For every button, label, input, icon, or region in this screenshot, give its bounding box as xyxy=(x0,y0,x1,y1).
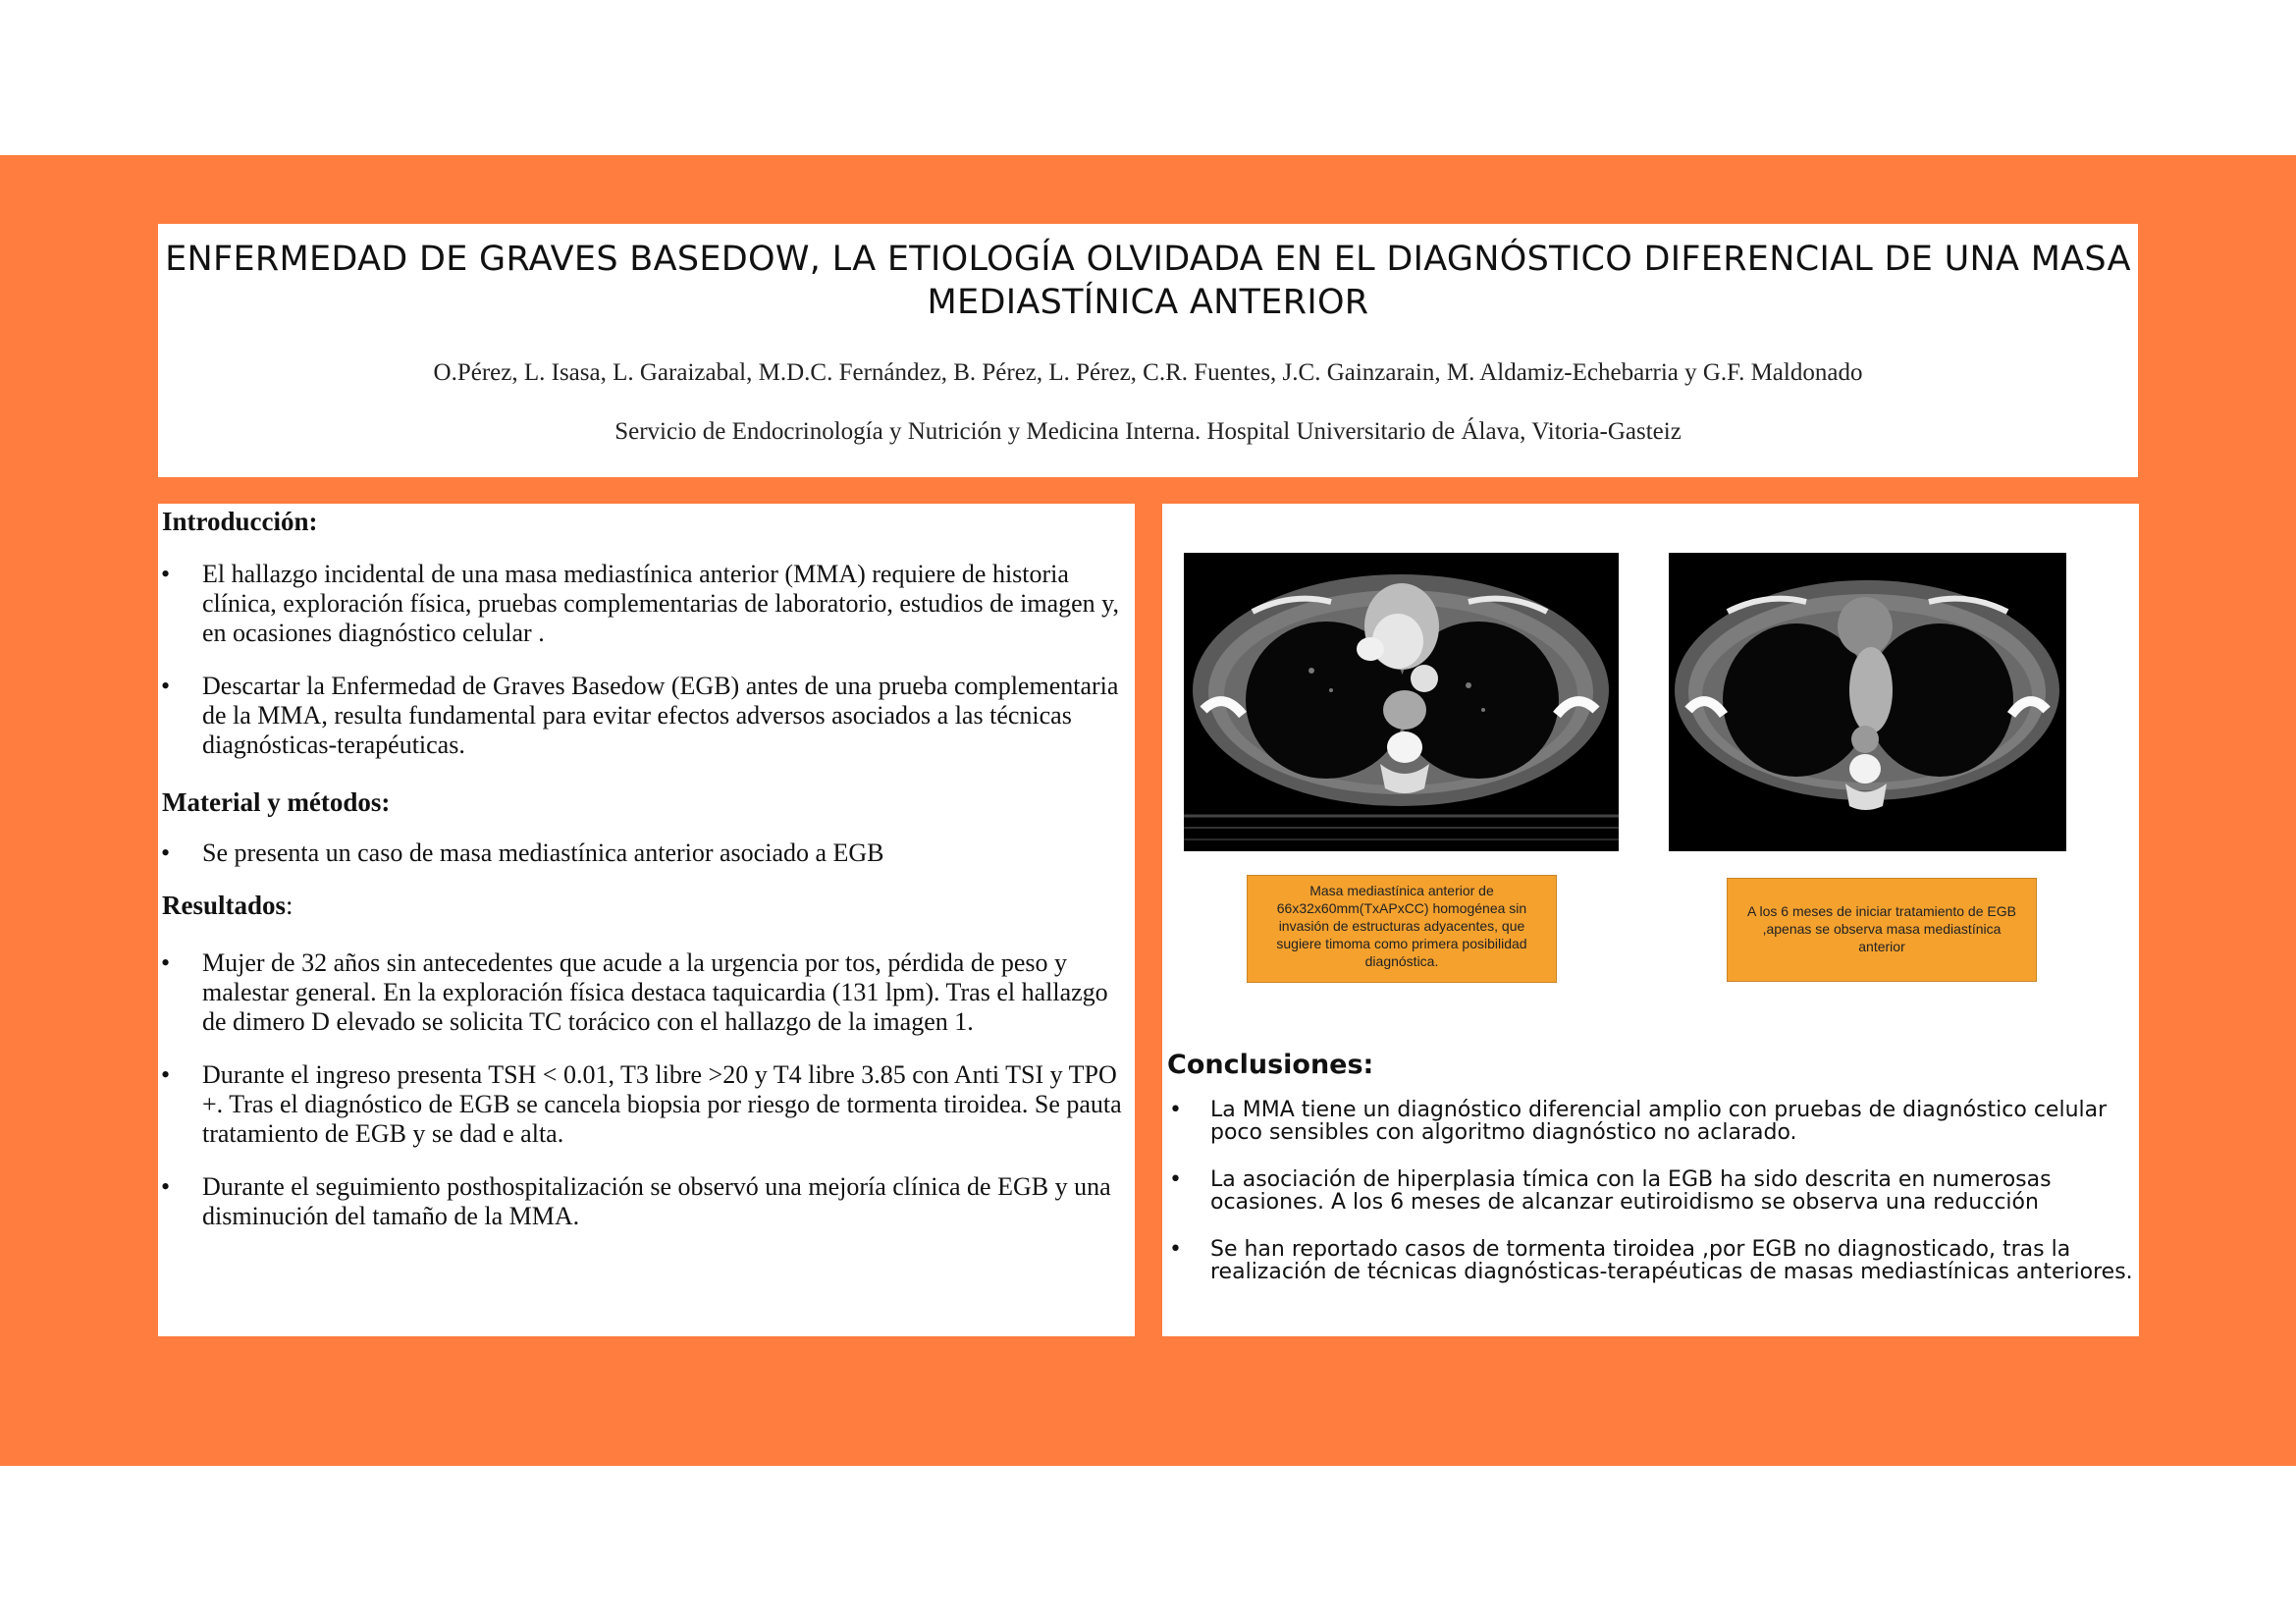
list-item-text: Se han reportado casos de tormenta tiroidea ,por EGB no diagnosticado, tras la realización de técnicas diagnósticas-terapéuticas de masas mediastínicas anteriores. xyxy=(1210,1237,2133,1284)
bullet-marker: • xyxy=(161,839,171,867)
list-item-text: Durante el ingreso presenta TSH < 0.01, T3 libre >20 y T4 libre 3.85 con Anti TSI y TPO +. Tras el diagnóstico de EGB se cancela biopsia por riesgo de tormenta tiroidea. Se pauta tratamiento de EGB y se dad e alta. xyxy=(202,1060,1122,1148)
authors-line: O.Pérez, L. Isasa, L. Garaizabal, M.D.C. Fernández, B. Pérez, L. Pérez, C.R. Fuentes, J.C. Gainzarain, M. Aldamiz-Echebarria y G.F. Maldonado xyxy=(433,359,1863,386)
introduccion-list xyxy=(158,560,1130,760)
list-item-text: Descartar la Enfermedad de Graves Basedow (EGB) antes de una prueba complementaria de la MMA, resulta fundamental para evitar efectos adversos asociados a las técnicas diagnósticas-terapéuticas. xyxy=(202,672,1119,759)
list-item-text: Mujer de 32 años sin antecedentes que acude a la urgencia por tos, pérdida de peso y malestar general. En la exploración física destaca taquicardia (131 lpm). Tras el hallazgo de dimero D elevado se solicita TC torácico con el hallazgo de la imagen 1. xyxy=(202,948,1108,1036)
section-heading-introduccion: Introducción: xyxy=(162,507,318,536)
resultados-list xyxy=(158,948,1130,1231)
bullet-marker: • xyxy=(161,1172,171,1201)
bullet-marker: • xyxy=(1169,1098,1182,1122)
ct-scan-drawing xyxy=(1184,553,1619,851)
caption-followup-scan: A los 6 meses de iniciar tratamiento de EGB ,apenas se observa masa mediastínica anterior xyxy=(1727,878,2037,982)
list-item xyxy=(158,1060,1130,1149)
ct-scan-image-initial xyxy=(1184,553,1619,851)
list-item xyxy=(158,560,1130,648)
poster-header xyxy=(158,224,2138,477)
list-item xyxy=(1162,1099,2134,1144)
bullet-marker: • xyxy=(161,560,171,588)
list-item xyxy=(1162,1168,2134,1214)
bullet-marker: • xyxy=(1169,1167,1182,1192)
resultados-colon: : xyxy=(286,891,294,920)
list-item xyxy=(158,948,1130,1037)
list-item xyxy=(158,839,1130,868)
affiliation-line: Servicio de Endocrinología y Nutrición y Medicina Interna. Hospital Universitario de Álava, Vitoria-Gasteiz xyxy=(614,418,1682,445)
ct-scan-drawing xyxy=(1669,553,2066,851)
bullet-marker: • xyxy=(161,672,171,700)
right-content-panel xyxy=(1162,504,2139,1336)
list-item-text: Se presenta un caso de masa mediastínica anterior asociado a EGB xyxy=(202,839,884,867)
ct-scan-image-followup xyxy=(1669,553,2066,851)
resultados-heading-text: Resultados xyxy=(162,891,287,920)
poster-title: ENFERMEDAD DE GRAVES BASEDOW, LA ETIOLOGÍA OLVIDADA EN EL DIAGNÓSTICO DIFERENCIAL DE UNA MASA MEDIASTÍNICA ANTERIOR xyxy=(165,240,2131,322)
bullet-marker: • xyxy=(161,948,171,977)
list-item xyxy=(1162,1238,2134,1283)
caption-initial-scan: Masa mediastínica anterior de 66x32x60mm(TxAPxCC) homogénea sin invasión de estructuras adyacentes, que sugiere timoma como primera posibilidad diagnóstica. xyxy=(1247,875,1557,983)
section-heading-resultados xyxy=(162,891,294,921)
list-item-text: La MMA tiene un diagnóstico diferencial amplio con pruebas de diagnóstico celular poco sensibles con algoritmo diagnóstico no aclarado. xyxy=(1210,1098,2108,1145)
list-item xyxy=(158,672,1130,760)
list-item-text: La asociación de hiperplasia tímica con la EGB ha sido descrita en numerosas ocasiones. A los 6 meses de alcanzar eutiroidismo se observa una reducción xyxy=(1210,1167,2052,1215)
left-content-panel xyxy=(158,504,1135,1336)
bullet-marker: • xyxy=(161,1060,171,1089)
section-heading-material: Material y métodos: xyxy=(162,787,391,817)
list-item-text: Durante el seguimiento posthospitalización se observó una mejoría clínica de EGB y una disminución del tamaño de la MMA. xyxy=(202,1172,1111,1230)
section-heading-conclusiones: Conclusiones: xyxy=(1167,1050,1374,1080)
material-list xyxy=(158,839,1130,868)
conclusiones-list xyxy=(1162,1099,2134,1308)
list-item-text: El hallazgo incidental de una masa mediastínica anterior (MMA) requiere de historia clínica, exploración física, pruebas complementarias de laboratorio, estudios de imagen y, en ocasiones diagnóstico celular . xyxy=(202,560,1119,647)
list-item xyxy=(158,1172,1130,1231)
bullet-marker: • xyxy=(1169,1237,1182,1262)
